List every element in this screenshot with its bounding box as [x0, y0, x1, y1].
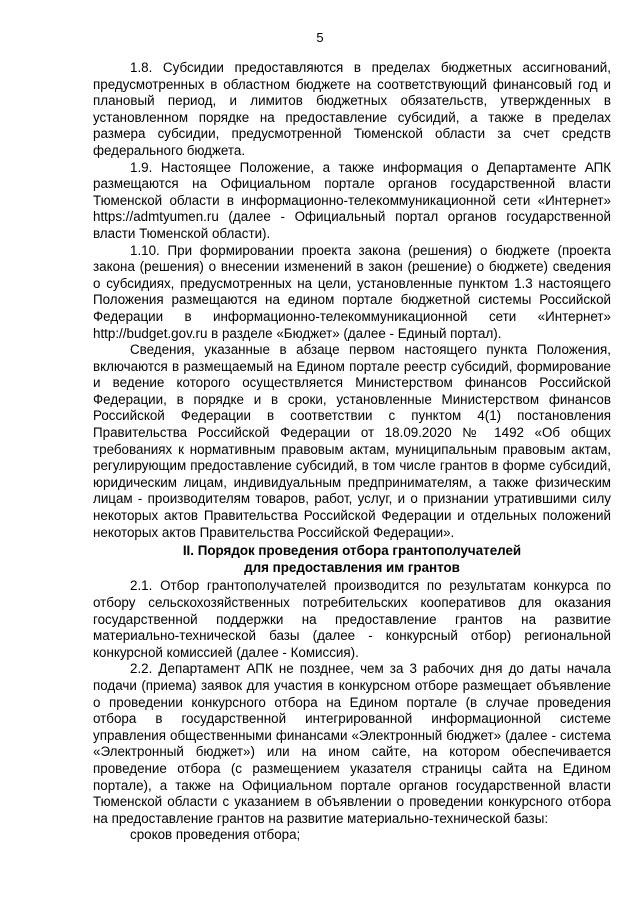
document-body: [93, 60, 611, 844]
paragraph-2-1: 2.1. Отбор грантополучателей производится по результатам конкурса по отбору сельскохозяйственных потребительских кооперативов для оказания государственной поддержки на предоставление грантов на развитие материально-технической базы (далее - конкурсный отбор) региональной конкурсной комиссией (далее - Комиссия).: [93, 578, 611, 660]
paragraph-1-8: 1.8. Субсидии предоставляются в пределах бюджетных ассигнований, предусмотренных в областном бюджете на соответствующий финансовый год и плановый период, и лимитов бюджетных обязательств, утвержденных в установленном порядке на предоставление субсидий, а также в пределах размера субсидии, предусмотренной Тюменской области за счет средств федерального бюджета.: [93, 60, 611, 158]
section-heading: [93, 543, 611, 576]
paragraph-2-2: 2.2. Департамент АПК не позднее, чем за 3 рабочих дня до даты начала подачи (приема) заявок для участия в конкурсном отборе размещает объявление о проведении конкурсного отбора на Едином портале (в случае проведения отбора в государственной интегрированной информационной системе управления общественными финансами «Электронный бюджет» (далее - система «Электронный бюджет») или на ином сайте, на котором обеспечивается проведение отбора (с размещением указателя страницы сайта на Едином портале), а также на Официальном портале органов государственной власти Тюменской области с указанием в объявлении о проведении конкурсного отбора на предоставление грантов на развитие материально-технической базы:: [93, 661, 611, 826]
page-number: 5: [316, 30, 324, 45]
paragraph-1-10: 1.10. При формировании проекта закона (решения) о бюджете (проекта закона (решения) о внесении изменений в закон (решение) о бюджете) сведения о субсидиях, предусмотренных на цели, установленные пунктом 1.3 настоящего Положения размещаются на едином портале бюджетной системы Российской Федерации в информационно-телекоммуникационной сети «Интернет» http://budget.gov.ru в разделе «Бюджет» (далее - Единый портал).: [93, 242, 611, 341]
paragraph-1-9: 1.9. Настоящее Положение, а также информация о Департаменте АПК размещаются на Официальном портале органов государственной власти Тюменской области в информационно-телекоммуникационной сети «Интернет» https://admtyumen.ru (далее - Официальный портал органов государственной власти Тюменской области).: [93, 159, 611, 241]
paragraph-list-item: сроков проведения отбора;: [130, 827, 301, 843]
section-heading-line-2: для предоставления им грантов: [244, 559, 460, 575]
paragraph-1-10-details: Сведения, указанные в абзаце первом настоящего пункта Положения, включаются в размещаемый на Едином портале реестр субсидий, формирование и ведение которого осуществляется Министерством финансов Российской Федерации, в порядке и в сроки, установленные Министерством финансов Российской Федерации в соответствии с пунктом 4(1) постановления Правительства Российской Федерации от 18.09.2020 № 1492 «Об общих требованиях к нормативным правовым актам, муниципальным правовым актам, регулирующим предоставление субсидий, в том числе грантов в форме субсидий, юридическим лицам, индивидуальным предпринимателям, а также физическим лицам - производителям товаров, работ, услуг, и о признании утратившими силу некоторых актов Правительства Российской Федерации и отдельных положений некоторых актов Правительства Российской Федерации».: [93, 342, 611, 540]
section-heading-line-1: II. Порядок проведения отбора грантополучателей: [182, 543, 522, 559]
